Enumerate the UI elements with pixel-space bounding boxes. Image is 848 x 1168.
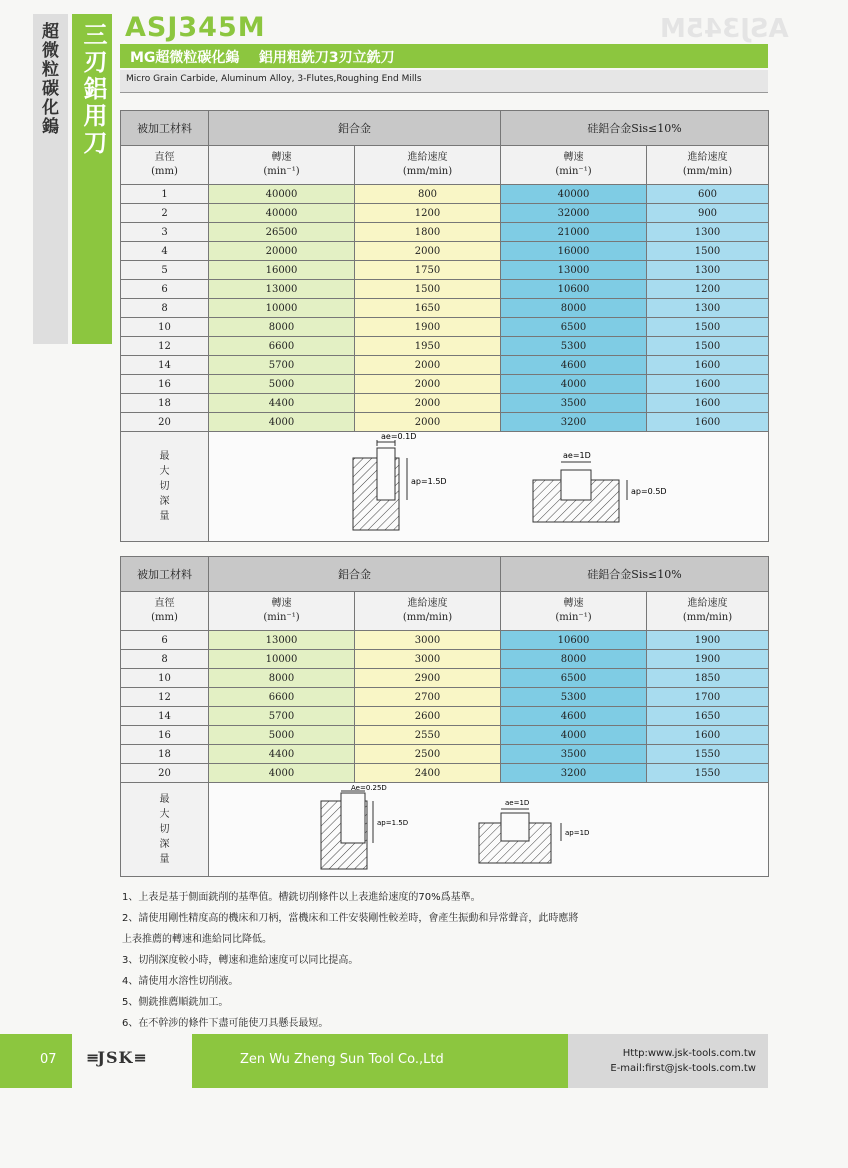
feed-cell: 3000: [355, 650, 501, 669]
si-speed-cell: 40000: [501, 185, 647, 204]
cutting-conditions-table-2: [120, 556, 769, 877]
diameter-header: 直徑 (mm): [121, 592, 209, 631]
depth-diagram-row: [121, 783, 769, 877]
table-row: [121, 669, 769, 688]
jsk-logo: ≡JSK≡: [86, 1048, 145, 1067]
feed-cell: 2500: [355, 745, 501, 764]
si-speed-cell: 3200: [501, 413, 647, 432]
diameter-cell: 3: [121, 223, 209, 242]
table-row: [121, 688, 769, 707]
si-feed-cell: 1500: [647, 318, 769, 337]
si-aluminum-header: 硅鋁合金Sis≤10%: [501, 557, 769, 592]
table-row: [121, 223, 769, 242]
si-feed-cell: 900: [647, 204, 769, 223]
table-row: [121, 413, 769, 432]
diameter-cell: 14: [121, 707, 209, 726]
speed-cell: 8000: [209, 669, 355, 688]
feed-cell: 2600: [355, 707, 501, 726]
ap-label: ap=1.5D: [410, 477, 447, 486]
ap-label: ap=1D: [564, 829, 589, 837]
note-item: 2、請使用剛性精度高的機床和刀柄，當機床和工件安裝剛性較差時，會產生振動和异常聲音，此時應將: [122, 913, 579, 924]
speed-cell: 5700: [209, 356, 355, 375]
si-speed-cell: 21000: [501, 223, 647, 242]
note-item: 上表推薦的轉速和進給同比降低。: [122, 934, 272, 945]
table-row: [121, 185, 769, 204]
diameter-cell: 4: [121, 242, 209, 261]
si-feed-cell: 1500: [647, 337, 769, 356]
si-feed-cell: 1600: [647, 726, 769, 745]
si-feed-cell: 1700: [647, 688, 769, 707]
speed-cell: 20000: [209, 242, 355, 261]
page-number: 07: [40, 1052, 57, 1067]
table-row: [121, 356, 769, 375]
si-speed-cell: 8000: [501, 299, 647, 318]
speed-header: 轉速 (min⁻¹): [501, 146, 647, 185]
ae-label: ae=1D: [562, 451, 591, 460]
table-row: [121, 375, 769, 394]
speed-cell: 4000: [209, 764, 355, 783]
speed-cell: 26500: [209, 223, 355, 242]
max-depth-label: 最大切深量: [121, 432, 209, 542]
table-body: [121, 185, 769, 432]
speed-cell: 5000: [209, 375, 355, 394]
depth-diagram-2: [211, 783, 767, 873]
subtitle-en: Micro Grain Carbide, Aluminum Alloy, 3-Flutes,Roughing End Mills: [126, 74, 422, 84]
si-feed-cell: 1600: [647, 356, 769, 375]
material-header: 被加工材料: [121, 111, 209, 146]
table-row: [121, 707, 769, 726]
speed-cell: 6600: [209, 337, 355, 356]
table-row: [121, 204, 769, 223]
si-speed-cell: 3200: [501, 764, 647, 783]
diameter-cell: 20: [121, 764, 209, 783]
ap-label: ap=0.5D: [630, 487, 667, 496]
ap-label: ap=1.5D: [376, 819, 408, 827]
table-row: [121, 650, 769, 669]
speed-cell: 6600: [209, 688, 355, 707]
si-speed-cell: 6500: [501, 669, 647, 688]
ae-label: ae=1D: [504, 799, 529, 807]
table-row: [121, 299, 769, 318]
table-row: [121, 337, 769, 356]
feed-cell: 2550: [355, 726, 501, 745]
contact-info: [596, 1046, 756, 1076]
table-body: [121, 631, 769, 783]
slot-milling-diagram: [479, 799, 589, 863]
speed-cell: 10000: [209, 299, 355, 318]
table-header-row: [121, 557, 769, 592]
feed-header: 進給速度 (mm/min): [355, 592, 501, 631]
depth-diagram-row: [121, 432, 769, 542]
speed-cell: 5000: [209, 726, 355, 745]
diameter-cell: 8: [121, 650, 209, 669]
si-feed-cell: 1600: [647, 375, 769, 394]
speed-header: 轉速 (min⁻¹): [209, 146, 355, 185]
diameter-cell: 6: [121, 280, 209, 299]
side-milling-diagram: [321, 784, 408, 869]
diameter-cell: 10: [121, 318, 209, 337]
si-speed-cell: 6500: [501, 318, 647, 337]
feed-header: 進給速度 (mm/min): [647, 592, 769, 631]
speed-header: 轉速 (min⁻¹): [501, 592, 647, 631]
aluminum-header: 鋁合金: [209, 557, 501, 592]
feed-cell: 1650: [355, 299, 501, 318]
note-item: 1、上表是基于側面銑削的基準值。槽銑切削條件以上表進給速度的70%爲基準。: [122, 892, 481, 903]
si-speed-cell: 4000: [501, 375, 647, 394]
side-milling-diagram: [353, 432, 447, 530]
speed-cell: 40000: [209, 204, 355, 223]
si-speed-cell: 4600: [501, 356, 647, 375]
speed-cell: 13000: [209, 280, 355, 299]
diameter-cell: 18: [121, 394, 209, 413]
note-item: 4、請使用水溶性切削液。: [122, 976, 239, 987]
si-aluminum-header: 硅鋁合金Sis≤10%: [501, 111, 769, 146]
table-row: [121, 242, 769, 261]
diameter-cell: 8: [121, 299, 209, 318]
feed-cell: 2000: [355, 413, 501, 432]
si-speed-cell: 16000: [501, 242, 647, 261]
diameter-cell: 2: [121, 204, 209, 223]
si-feed-cell: 1200: [647, 280, 769, 299]
feed-cell: 3000: [355, 631, 501, 650]
si-speed-cell: 3500: [501, 745, 647, 764]
si-speed-cell: 4000: [501, 726, 647, 745]
speed-cell: 5700: [209, 707, 355, 726]
note-item: 3、切削深度較小時，轉速和進給速度可以同比提高。: [122, 955, 359, 966]
diameter-cell: 6: [121, 631, 209, 650]
feed-cell: 2000: [355, 375, 501, 394]
feed-cell: 1800: [355, 223, 501, 242]
si-speed-cell: 13000: [501, 261, 647, 280]
feed-cell: 2900: [355, 669, 501, 688]
feed-cell: 2000: [355, 356, 501, 375]
feed-header: 進給速度 (mm/min): [355, 146, 501, 185]
cutting-conditions-table-1: [120, 110, 769, 542]
note-item: 5、側銑推薦順銑加工。: [122, 997, 229, 1008]
si-feed-cell: 1300: [647, 261, 769, 280]
si-speed-cell: 8000: [501, 650, 647, 669]
depth-diagram-cell: [209, 783, 769, 877]
table-row: [121, 261, 769, 280]
table-row: [121, 745, 769, 764]
feed-cell: 1200: [355, 204, 501, 223]
si-feed-cell: 1600: [647, 394, 769, 413]
si-feed-cell: 1900: [647, 650, 769, 669]
table-subheader-row: [121, 592, 769, 631]
website-link[interactable]: Http:www.jsk-tools.com.tw: [622, 1048, 756, 1059]
diameter-cell: 1: [121, 185, 209, 204]
ae-label: Ae=0.25D: [350, 784, 387, 792]
diameter-cell: 10: [121, 669, 209, 688]
si-feed-cell: 1550: [647, 745, 769, 764]
diameter-cell: 12: [121, 688, 209, 707]
feed-cell: 1950: [355, 337, 501, 356]
si-speed-cell: 32000: [501, 204, 647, 223]
si-feed-cell: 1550: [647, 764, 769, 783]
si-speed-cell: 10600: [501, 280, 647, 299]
feed-cell: 2400: [355, 764, 501, 783]
si-speed-cell: 3500: [501, 394, 647, 413]
table-row: [121, 318, 769, 337]
feed-cell: 2700: [355, 688, 501, 707]
diameter-header: 直徑 (mm): [121, 146, 209, 185]
diameter-cell: 12: [121, 337, 209, 356]
feed-cell: 800: [355, 185, 501, 204]
diameter-cell: 20: [121, 413, 209, 432]
table-row: [121, 631, 769, 650]
footer-page-block: [0, 1034, 72, 1088]
si-feed-cell: 1650: [647, 707, 769, 726]
speed-cell: 4400: [209, 394, 355, 413]
depth-diagram-1: [211, 432, 767, 538]
speed-cell: 13000: [209, 631, 355, 650]
table-header-row: [121, 111, 769, 146]
diameter-cell: 14: [121, 356, 209, 375]
speed-header: 轉速 (min⁻¹): [209, 592, 355, 631]
si-speed-cell: 5300: [501, 337, 647, 356]
table-subheader-row: [121, 146, 769, 185]
usage-notes: [122, 887, 578, 1034]
material-header: 被加工材料: [121, 557, 209, 592]
feed-cell: 2000: [355, 394, 501, 413]
side-label: 三刃鋁用刀: [79, 22, 107, 157]
speed-cell: 10000: [209, 650, 355, 669]
feed-cell: 2000: [355, 242, 501, 261]
si-speed-cell: 4600: [501, 707, 647, 726]
ae-label: ae=0.1D: [380, 432, 416, 441]
si-feed-cell: 1900: [647, 631, 769, 650]
table-row: [121, 394, 769, 413]
model-title-showthrough: ASJ345M: [660, 14, 789, 44]
aluminum-header: 鋁合金: [209, 111, 501, 146]
max-depth-label: 最大切深量: [121, 783, 209, 877]
model-title: ASJ345M: [125, 12, 266, 43]
feed-header: 進給速度 (mm/min): [647, 146, 769, 185]
side-category: 超微粒碳化鎢: [38, 22, 58, 136]
speed-cell: 16000: [209, 261, 355, 280]
si-feed-cell: 600: [647, 185, 769, 204]
diameter-cell: 18: [121, 745, 209, 764]
speed-cell: 8000: [209, 318, 355, 337]
si-speed-cell: 10600: [501, 631, 647, 650]
table-row: [121, 764, 769, 783]
table-row: [121, 726, 769, 745]
diameter-cell: 5: [121, 261, 209, 280]
slot-milling-diagram: [533, 451, 667, 522]
subtitle-cn: MG超微粒碳化鎢 鋁用粗銑刀3刃立銑刀: [130, 50, 395, 66]
table-row: [121, 280, 769, 299]
email-link[interactable]: E-mail:first@jsk-tools.com.tw: [610, 1063, 756, 1074]
depth-diagram-cell: [209, 432, 769, 542]
diameter-cell: 16: [121, 726, 209, 745]
speed-cell: 4400: [209, 745, 355, 764]
speed-cell: 40000: [209, 185, 355, 204]
diameter-cell: 16: [121, 375, 209, 394]
note-item: 6、在不幹涉的條件下盡可能使刀具懸長最短。: [122, 1018, 329, 1029]
company-name: Zen Wu Zheng Sun Tool Co.,Ltd: [240, 1052, 444, 1067]
feed-cell: 1750: [355, 261, 501, 280]
feed-cell: 1900: [355, 318, 501, 337]
si-feed-cell: 1500: [647, 242, 769, 261]
si-speed-cell: 5300: [501, 688, 647, 707]
si-feed-cell: 1300: [647, 299, 769, 318]
si-feed-cell: 1300: [647, 223, 769, 242]
feed-cell: 1500: [355, 280, 501, 299]
si-feed-cell: 1850: [647, 669, 769, 688]
si-feed-cell: 1600: [647, 413, 769, 432]
speed-cell: 4000: [209, 413, 355, 432]
